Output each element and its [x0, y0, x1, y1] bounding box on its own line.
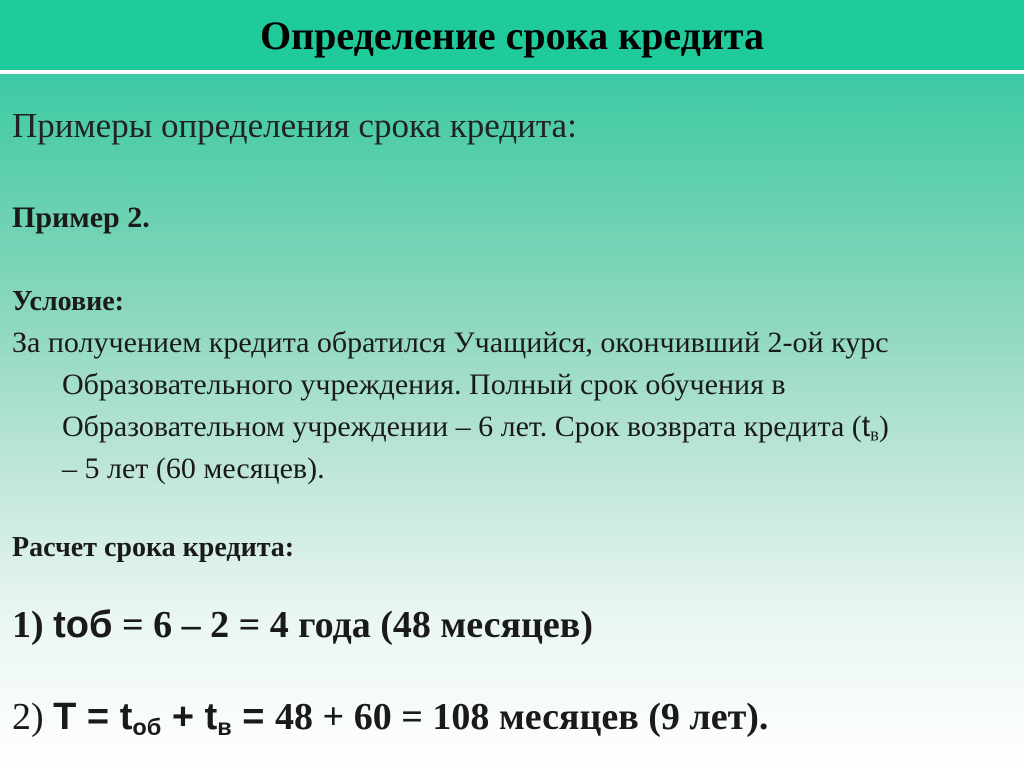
- slide-title: Определение срока кредита: [259, 13, 765, 58]
- formula-2-plus: +: [161, 696, 205, 738]
- condition-line-3-text: Образовательном учреждении – 6 лет. Срок возврата кредита (: [62, 410, 862, 443]
- formula-2-number: 2): [12, 696, 44, 738]
- formula-2-total: T =: [53, 696, 120, 738]
- formula-1-number: 1): [12, 604, 44, 646]
- formula-2: [12, 690, 768, 744]
- condition-line-3: [12, 406, 1017, 448]
- formula-1-variable: tоб: [53, 604, 113, 646]
- condition-text: [12, 322, 1017, 490]
- formula-1: [12, 600, 593, 650]
- condition-label: Условие:: [12, 286, 124, 317]
- formula-2-t-ob: t: [119, 696, 133, 738]
- header-divider: [0, 70, 1024, 74]
- calculation-label: Расчет срока кредита:: [12, 532, 295, 563]
- tv-symbol: t: [861, 410, 871, 443]
- formula-1-expression: = 6 – 2 = 4 года (48 месяцев): [112, 604, 593, 646]
- formula-2-t-v: t: [204, 696, 218, 738]
- formula-2-equals: =: [231, 696, 276, 738]
- condition-line-1: За получением кредита обратился Учащийся, окончивший 2-ой курс: [12, 326, 889, 359]
- example-label: Пример 2.: [12, 201, 150, 234]
- formula-2-t-ob-subscript: об: [132, 713, 162, 740]
- section-subtitle: Примеры определения срока кредита:: [12, 106, 577, 145]
- condition-line-4: – 5 лет (60 месяцев).: [62, 452, 325, 485]
- condition-line-3-close: ): [878, 410, 889, 443]
- slide-header: [0, 0, 1024, 70]
- formula-2-result: 48 + 60 = 108 месяцев (9 лет).: [275, 696, 769, 738]
- condition-line-2: Образовательного учреждения. Полный срок обучения в: [62, 368, 786, 401]
- formula-2-t-v-subscript: в: [217, 713, 232, 740]
- tv-subscript: в: [870, 424, 879, 446]
